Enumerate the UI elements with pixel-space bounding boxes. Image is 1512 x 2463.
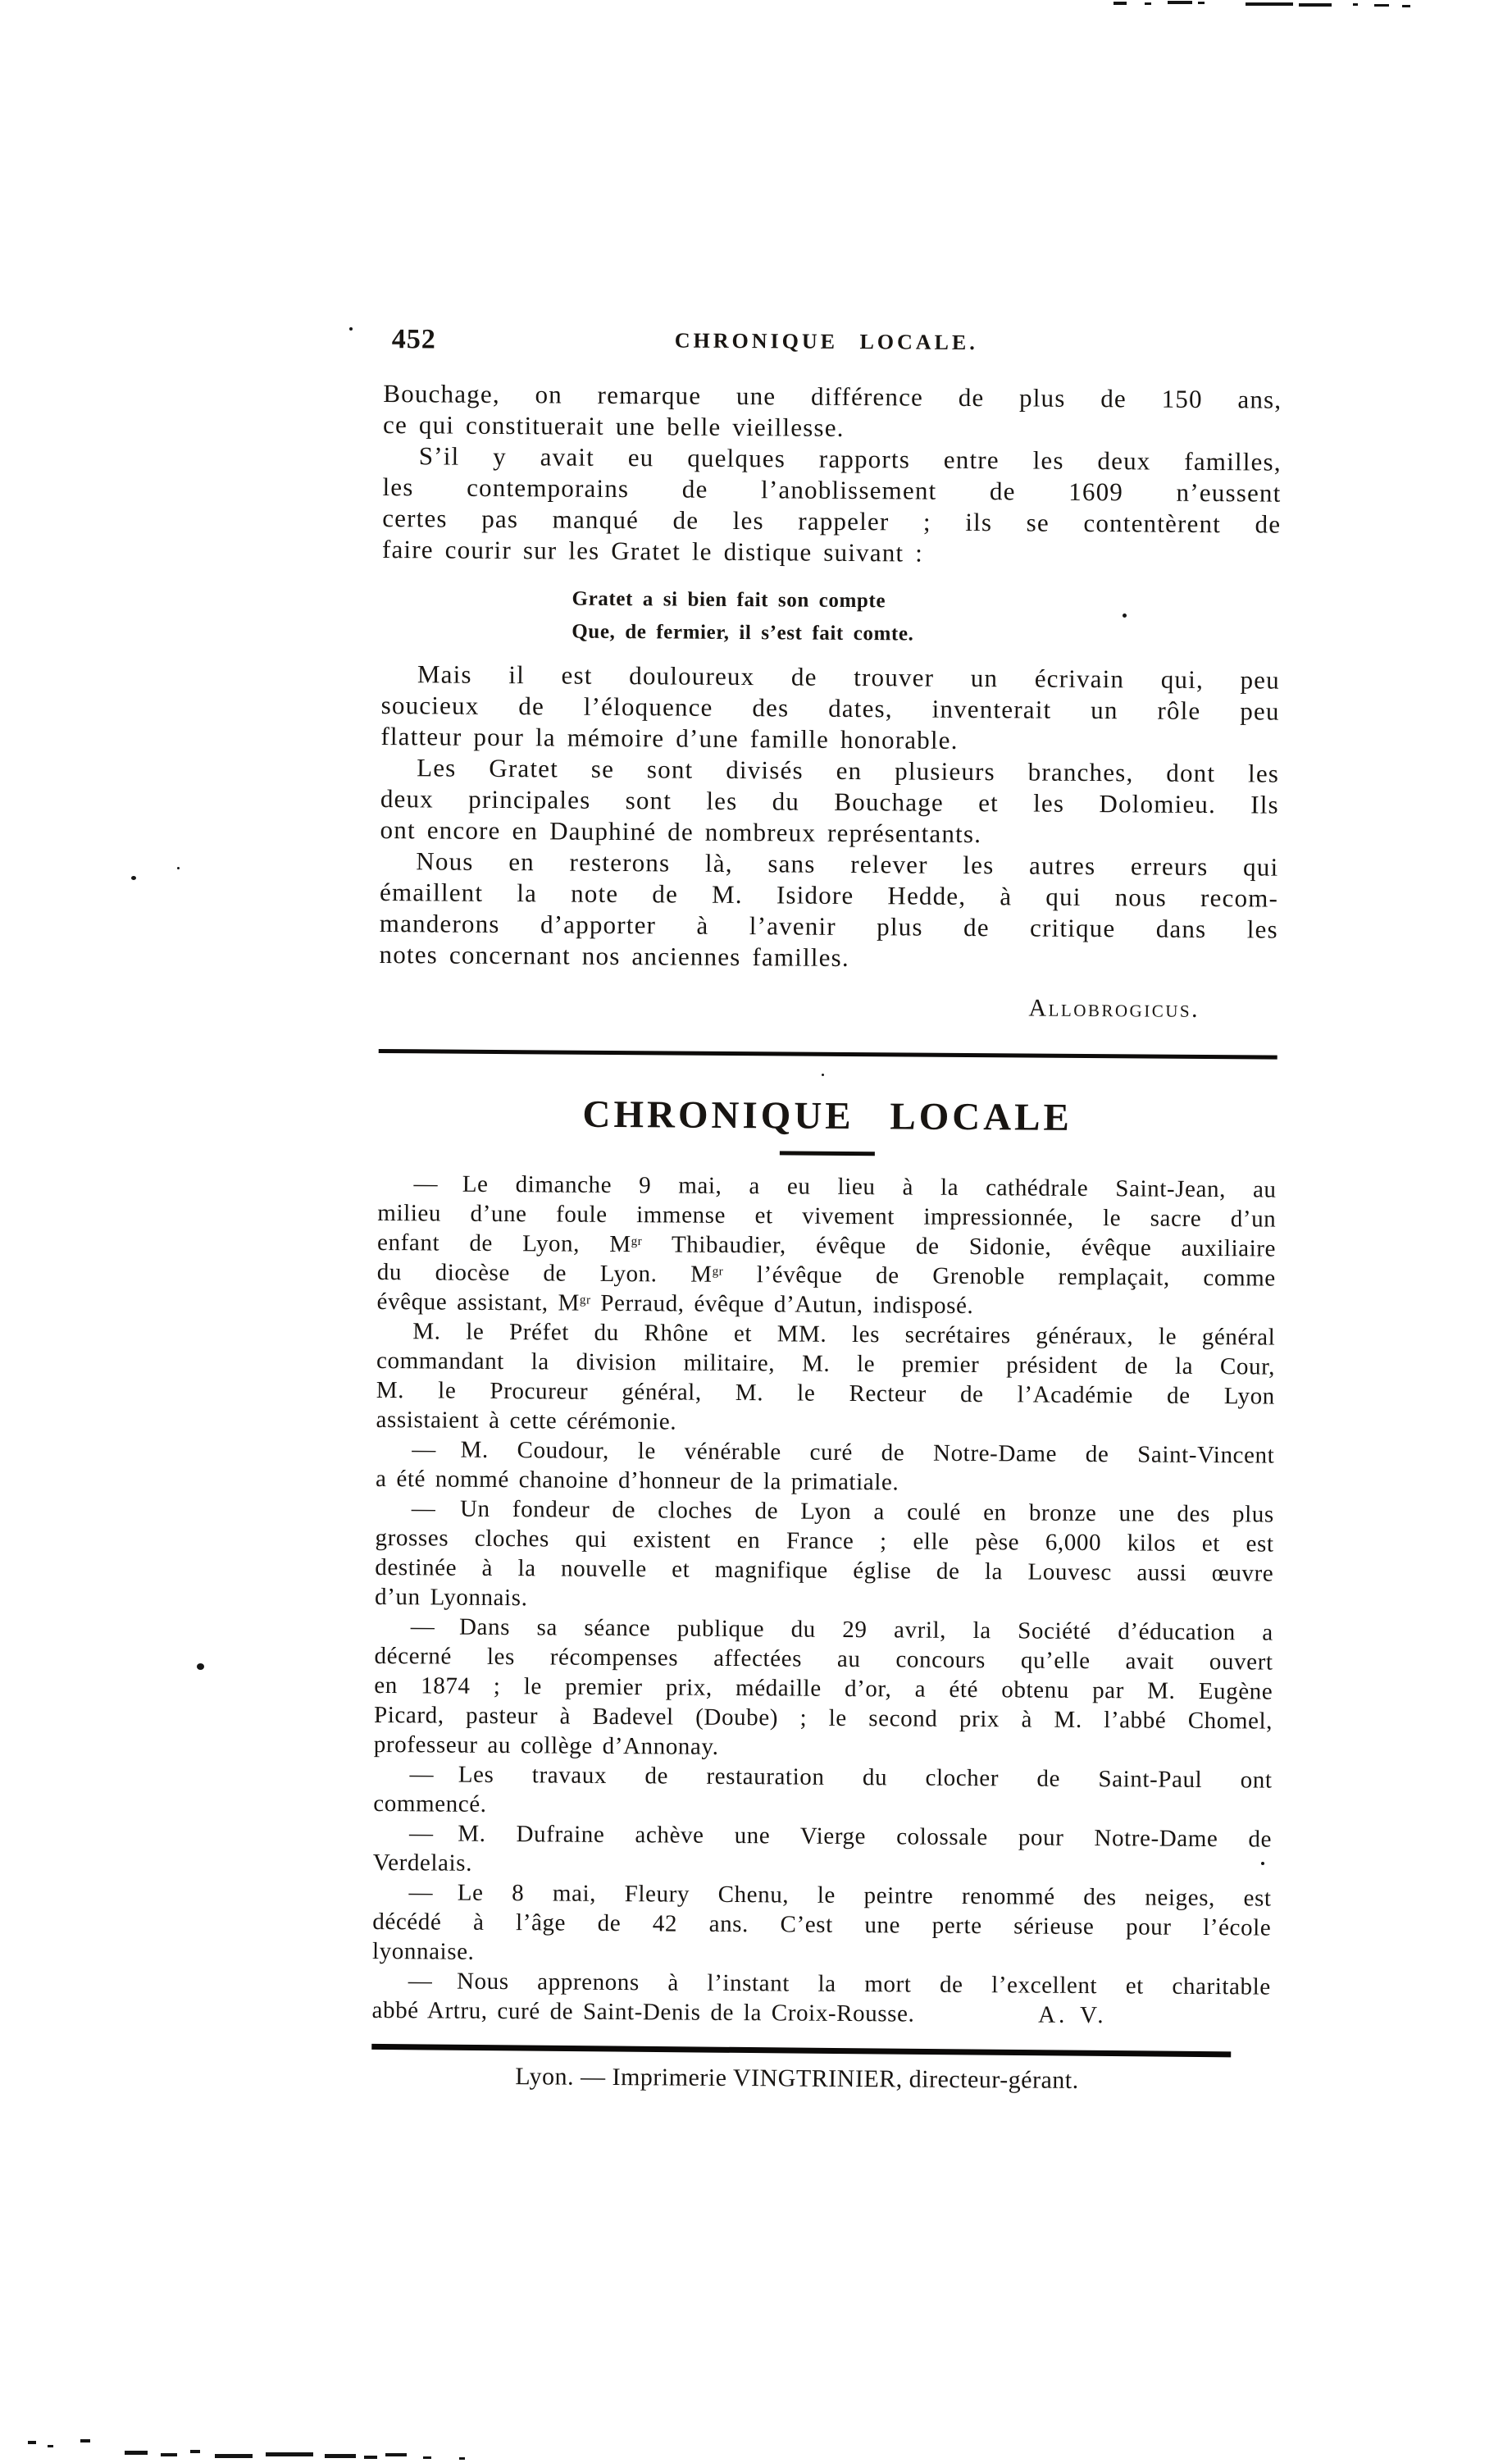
paragraph-group-after-verse xyxy=(379,659,1280,977)
scan-dash-artifact xyxy=(1246,2,1293,6)
text-line: Verdelais. xyxy=(372,1849,473,1877)
verse-line: Que, de fermier, il s’est fait comte. xyxy=(572,620,914,645)
text-line: du diocèse de Lyon. $M^{gr}$ l’évêque de Grenoble remplaçait, comme xyxy=(376,1258,1276,1292)
printer-imprint: Lyon. — Imprimerie VINGTRINIER, directeur-gérant. xyxy=(515,2063,1079,2094)
text-line: — Le dimanche 9 mai, a eu lieu à la cathédrale Saint-Jean, au xyxy=(413,1170,1277,1203)
text-line: commencé. xyxy=(373,1790,487,1818)
paragraph xyxy=(373,1759,1272,1825)
running-title: CHRONIQUE LOCALE. xyxy=(674,328,978,355)
scan-dash-artifact xyxy=(1374,4,1389,7)
scan-dash-artifact xyxy=(459,2457,465,2460)
scan-dash-artifact xyxy=(190,2450,200,2453)
article-signature: Allobrogicus. xyxy=(1028,994,1200,1023)
text-line: grosses cloches qui existent en France ; elle pèse 6,000 kilos et est xyxy=(375,1524,1274,1558)
text-line: M. le Procureur général, M. le Recteur de l’Académie de Lyon xyxy=(376,1376,1275,1410)
text-line: professeur au collège d’Annonay. xyxy=(373,1731,719,1760)
paragraph xyxy=(383,378,1282,447)
text-line: — Dans sa séance publique du 29 avril, la Société d’éducation a xyxy=(410,1613,1273,1646)
paragraph xyxy=(373,1818,1272,1884)
scan-dash-artifact xyxy=(325,2454,356,2458)
text-line: — M. Dufraine achève une Vierge colossale pour Notre-Dame de xyxy=(408,1820,1273,1853)
paragraph xyxy=(380,752,1279,852)
text-line: milieu d’une foule immense et vivement impressionnée, le sacre d’un xyxy=(377,1199,1277,1233)
section-heading: CHRONIQUE LOCALE xyxy=(582,1092,1073,1139)
text-line: ce qui constituerait une belle vieillesse. xyxy=(382,409,845,442)
text-line: ont encore en Dauphiné de nombreux représentants. xyxy=(380,814,982,849)
text-line: Les Gratet se sont divisés en plusieurs branches, dont les xyxy=(417,753,1280,788)
scan-dash-artifact xyxy=(266,2452,313,2456)
text-line: enfant de Lyon, $M^{gr}$ Thibaudier, évêque de Sidonie, évêque auxiliaire xyxy=(376,1229,1277,1262)
scan-speck xyxy=(349,327,353,331)
chronicle-items xyxy=(371,1169,1276,2032)
text-line: Nous en resterons là, sans relever les autres erreurs qui xyxy=(416,846,1279,882)
text-line: en 1874 ; le premier prix, médaille d’or, a été obtenu par M. Eugène xyxy=(374,1672,1273,1705)
scan-dash-artifact xyxy=(215,2454,253,2458)
paragraph xyxy=(372,1877,1272,1973)
text-line: manderons d’apporter à l’avenir plus de critique dans les xyxy=(379,908,1278,944)
scan-dash-artifact xyxy=(1168,1,1192,4)
scan-dash-artifact xyxy=(1198,2,1205,4)
text-line: destinée à la nouvelle et magnifique église de la Louvesc aussi œuvre xyxy=(375,1553,1274,1587)
paragraph xyxy=(376,1169,1276,1323)
scan-dash-artifact xyxy=(161,2453,177,2456)
scan-dash-artifact xyxy=(80,2439,90,2442)
scan-speck xyxy=(822,1074,824,1076)
paragraph xyxy=(376,1316,1275,1441)
text-line: assistaient à cette cérémonie. xyxy=(376,1406,677,1435)
text-line: S’il y avait eu quelques rapports entre les deux familles, xyxy=(418,441,1282,477)
text-line: évêque assistant, $M^{gr}$ Perraud, évêque d’Autun, indisposé. xyxy=(376,1288,974,1320)
item-signature: A. V. xyxy=(1038,2001,1107,2029)
page-number: 452 xyxy=(391,324,436,355)
article-continuation xyxy=(379,378,1282,1026)
text-line xyxy=(371,1995,1270,2032)
scan-speck xyxy=(177,867,180,869)
text-line: lyonnaise. xyxy=(371,1937,475,1965)
text-line: flatteur pour la mémoire d’une famille honorable. xyxy=(380,721,959,755)
text-line: soucieux de l’éloquence des dates, inventerait un rôle peu xyxy=(380,690,1280,726)
text-line: — Les travaux de restauration du clocher de Saint-Paul ont xyxy=(409,1761,1273,1794)
text-line: — M. Coudour, le vénérable curé de Notre-Dame de Saint-Vincent xyxy=(412,1436,1275,1469)
text-line: — Un fondeur de cloches de Lyon a coulé en bronze une des plus xyxy=(411,1495,1274,1528)
paragraph xyxy=(371,1966,1270,2032)
page-header xyxy=(383,316,1282,385)
scan-dash-artifact xyxy=(1114,2,1127,5)
scan-dash-artifact xyxy=(364,2456,377,2459)
paragraph xyxy=(375,1494,1274,1618)
text-line: décédé à l’âge de 42 ans. C’est une perte sérieuse pour l’école xyxy=(372,1908,1272,1941)
text-line: deux principales sont les du Bouchage et les Dolomieu. Ils xyxy=(380,783,1279,819)
text-column xyxy=(371,316,1282,2096)
text-line: émaillent la note de M. Isidore Hedde, à qui nous recom- xyxy=(379,877,1279,913)
scan-dash-artifact xyxy=(1402,5,1410,7)
section-divider-rule xyxy=(379,1049,1277,1060)
text-line: décerné les récompenses affectées au concours qu’elle avait ouvert xyxy=(374,1642,1273,1676)
verse-block xyxy=(572,583,1281,654)
text-line: les contemporains de l’anoblissement de 1609 n’eussent xyxy=(382,472,1282,508)
paragraph xyxy=(380,659,1280,759)
scan-speck xyxy=(197,1663,204,1670)
scan-dash-artifact xyxy=(1299,3,1332,7)
scan-speck xyxy=(1123,613,1127,618)
paragraph xyxy=(376,1434,1274,1500)
paragraph xyxy=(379,846,1278,977)
text-line: M. le Préfet du Rhône et MM. les secrétaires généraux, le général xyxy=(412,1318,1276,1351)
scan-dash-artifact xyxy=(28,2441,36,2444)
text-line: notes concernant nos anciennes familles. xyxy=(379,939,849,972)
scan-dash-artifact xyxy=(423,2456,431,2459)
paragraph xyxy=(382,440,1282,572)
text-line: commandant la division militaire, M. le premier président de la Cour, xyxy=(376,1347,1276,1380)
heading-ornament-rule xyxy=(780,1151,875,1156)
scan-dash-artifact xyxy=(1353,3,1358,6)
verse-line: Gratet a si bien fait son compte xyxy=(572,587,886,613)
scan-speck xyxy=(1261,1862,1264,1865)
scan-dash-artifact xyxy=(1145,2,1151,5)
text-line: Picard, pasteur à Badevel (Doube) ; le second prix à M. l’abbé Chomel, xyxy=(373,1701,1273,1735)
text-line: a été nommé chanoine d’honneur de la primatiale. xyxy=(375,1465,899,1496)
line-text: abbé Artru, curé de Saint-Denis de la Croix-Rousse. xyxy=(371,1996,915,2027)
text-line: faire courir sur les Gratet le distique suivant : xyxy=(381,534,924,568)
scan-dash-artifact xyxy=(48,2445,53,2447)
text-line: — Nous apprenons à l’instant la mort de l’excellent et charitable xyxy=(408,1968,1271,2000)
imprint-rule xyxy=(371,2044,1231,2058)
text-line: d’un Lyonnais. xyxy=(374,1583,528,1612)
paragraph-group-before-verse xyxy=(382,378,1282,572)
text-line: Mais il est douloureux de trouver un écrivain qui, peu xyxy=(417,659,1281,695)
scan-dash-artifact xyxy=(125,2451,148,2455)
text-line: Bouchage, on remarque une différence de plus de 150 ans, xyxy=(383,378,1282,414)
text-line: certes pas manqué de les rappeler ; ils se contentèrent de xyxy=(382,503,1282,539)
scan-dash-artifact xyxy=(385,2453,407,2456)
paragraph xyxy=(374,1612,1273,1766)
scan-speck xyxy=(131,876,136,880)
text-line: — Le 8 mai, Fleury Chenu, le peintre renommé des neiges, est xyxy=(408,1879,1272,1912)
